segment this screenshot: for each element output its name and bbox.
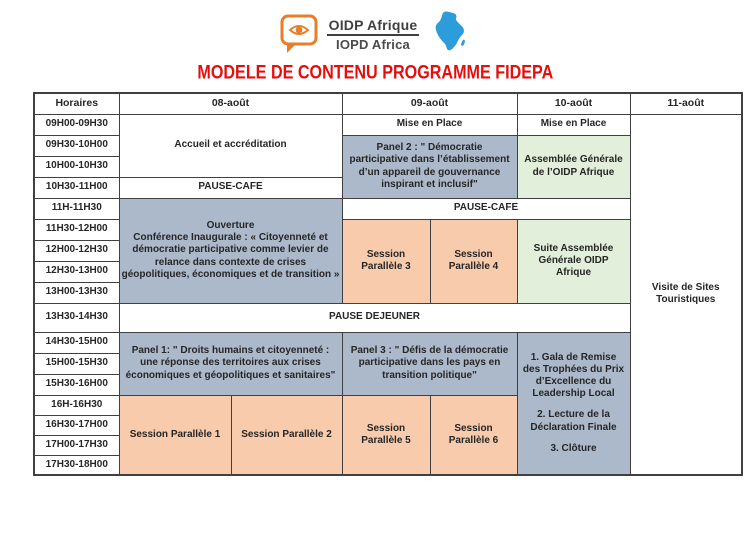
logo-name-en: IOPD Africa [336, 36, 410, 52]
time-slot: 10H00-10H30 [34, 156, 119, 177]
cell-suite-assemblee: Suite Assemblée Générale OIDP Afrique [517, 219, 630, 303]
cell-pause-dejeuner: PAUSE DEJEUNER [119, 303, 630, 332]
cell-assemblee-generale: Assemblée Générale de l’OIDP Afrique [517, 135, 630, 198]
cell-ouverture-conference [119, 198, 342, 303]
africa-map-icon [428, 10, 472, 58]
cell-panel1: Panel 1: " Droits humains et citoyenneté : une réponse des territoires aux crises économiques et géopolitiques et sanitaires" [119, 332, 342, 395]
time-slot: 16H-16H30 [34, 395, 119, 415]
cell-gala-item-2: 2. Lecture de la Déclaration Finale [530, 409, 617, 433]
cell-session-2: Session Parallèle 2 [231, 395, 342, 475]
header-row [34, 93, 742, 114]
logo-text [327, 17, 420, 52]
col-header-09-aout: 09-août [342, 93, 517, 114]
col-header-horaires: Horaires [34, 93, 119, 114]
table-row [34, 114, 742, 135]
time-slot: 13H00-13H30 [34, 282, 119, 303]
cell-visite-sites: Visite de Sites Touristiques [630, 114, 742, 475]
cell-ouverture: Ouverture [206, 220, 255, 232]
cell-pause-cafe-08: PAUSE-CAFE [119, 177, 342, 198]
cell-session-3: Session Parallèle 3 [342, 219, 430, 303]
time-slot: 12H30-13H00 [34, 261, 119, 282]
col-header-10-aout: 10-août [517, 93, 630, 114]
logo [0, 10, 750, 58]
time-slot: 16H30-17H00 [34, 415, 119, 435]
time-slot: 12H00-12H30 [34, 240, 119, 261]
time-slot: 11H30-12H00 [34, 219, 119, 240]
time-slot: 14H30-15H00 [34, 332, 119, 353]
cell-mise-en-place-09: Mise en Place [342, 114, 517, 135]
time-slot: 11H-11H30 [34, 198, 119, 219]
time-slot: 17H30-18H00 [34, 455, 119, 475]
cell-gala-item-3: 3. Clôture [550, 442, 597, 454]
col-header-11-aout: 11-août [630, 93, 742, 114]
cell-gala-item-1: 1. Gala de Remise des Trophées du Prix d’Excellence du Leadership Local [522, 351, 625, 400]
speech-bubble-eye-icon [278, 13, 320, 55]
time-slot: 13H30-14H30 [34, 303, 119, 332]
time-slot: 15H30-16H00 [34, 374, 119, 395]
program-table [33, 92, 743, 476]
time-slot: 15H00-15H30 [34, 353, 119, 374]
cell-session-4: Session Parallèle 4 [430, 219, 517, 303]
time-slot: 17H00-17H30 [34, 435, 119, 455]
cell-mise-en-place-10: Mise en Place [517, 114, 630, 135]
cell-panel3: Panel 3 : " Défis de la démocratie participative dans les pays en transition politique" [342, 332, 517, 395]
logo-name-fr: OIDP Afrique [327, 17, 420, 36]
cell-session-6: Session Parallèle 6 [430, 395, 517, 475]
cell-accueil: Accueil et accréditation [119, 114, 342, 177]
page-title: MODELE DE CONTENU PROGRAMME FIDEPA [197, 61, 553, 84]
cell-conference-inaugurale: Conférence Inaugurale : « Citoyenneté et démocratie participative comme levier de relance dans contexte de crises géopolitiques, économiques et de transition » [121, 232, 340, 280]
col-header-08-aout: 08-août [119, 93, 342, 114]
time-slot: 10H30-11H00 [34, 177, 119, 198]
cell-session-5: Session Parallèle 5 [342, 395, 430, 475]
cell-pause-cafe-0910: PAUSE-CAFE [342, 198, 630, 219]
cell-panel2: Panel 2 : " Démocratie participative dans l’établissement d’un appareil de gouvernance inspirant et inclusif" [342, 135, 517, 198]
cell-session-1: Session Parallèle 1 [119, 395, 231, 475]
cell-gala-cloture [517, 332, 630, 475]
time-slot: 09H30-10H00 [34, 135, 119, 156]
time-slot: 09H00-09H30 [34, 114, 119, 135]
